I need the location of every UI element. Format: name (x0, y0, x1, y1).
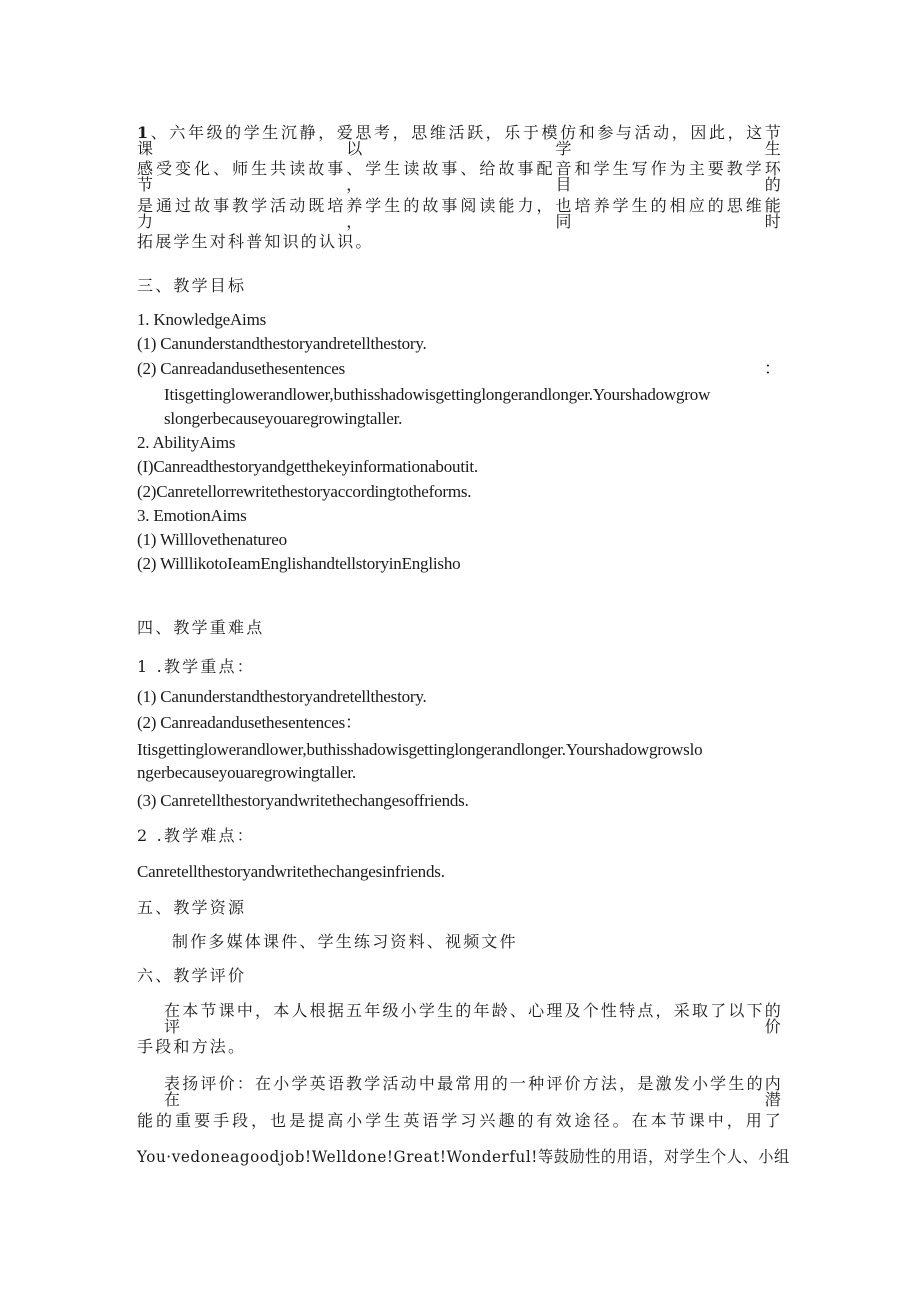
section6-para2-line1: 表扬评价：在小学英语教学活动中最常用的一种评价方法，是激发小学生的内在潜 (164, 1074, 783, 1109)
emotion-aims-heading: 3. EmotionAims (137, 506, 247, 525)
para1-number: 1 (137, 123, 151, 142)
ability-aims-heading: 2. AbilityAims (137, 433, 236, 452)
para1-line4: 拓展学生对科普知识的认识。 (137, 232, 374, 251)
section6-para1-line2: 手段和方法。 (137, 1037, 247, 1056)
section6-para2-line2: 能的重要手段，也是提高小学生英语学习兴趣的有效途径。在本节课中，用了 (137, 1111, 783, 1130)
para1-line1 (137, 125, 783, 157)
emotion-item-2: (2) WilllikotoIeamEnglishandtellstoryinEnglisho (137, 554, 461, 573)
knowledge-item-2: (2) Canreadandusethesentences (137, 359, 346, 378)
key-point-2-line3: ngerbecauseyouaregrowingtaller. (137, 763, 356, 782)
knowledge-item-2-line2: Itisgettinglowerandlower,buthisshadowisgettinglongerandlonger.Yourshadowgrow (164, 385, 711, 404)
key-point-1: (1) Canunderstandthestoryandretellthestory. (137, 687, 427, 706)
ability-item-1: (I)Canreadthestoryandgetthekeyinformationaboutit. (137, 457, 478, 476)
knowledge-item-2-line3: slongerbecauseyouaregrowingtaller. (164, 409, 403, 428)
section3-heading: 三、教学目标 (137, 276, 247, 295)
section6-para2-line3: You·vedoneagoodjob!Welldone!Great!Wonderful!等鼓励性的用语，对学生个人、小组 (137, 1147, 790, 1166)
para1-line2: 感受变化、师生共读故事、学生读故事、给故事配音和学生写作为主要教学环节，目的 (137, 159, 783, 194)
section5-text: 制作多媒体课件、学生练习资料、视频文件 (172, 932, 518, 951)
key-points-heading: 1 .教学重点： (137, 657, 255, 676)
knowledge-aims-heading: 1. KnowledgeAims (137, 310, 267, 329)
section6-para1-line1: 在本节课中，本人根据五年级小学生的年龄、心理及个性特点，采取了以下的评价 (164, 1001, 783, 1036)
key-point-2-line2: Itisgettinglowerandlower,buthisshadowisgettinglongerandlonger.Yourshadowgrowslo (137, 740, 703, 759)
difficult-points-heading: 2 .教学难点： (137, 826, 255, 845)
ability-item-2: (2)Canretellorrewritethestoryaccordingtotheforms. (137, 482, 472, 501)
para1-line3: 是通过故事教学活动既培养学生的故事阅读能力，也培养学生的相应的思维能力，同时 (137, 196, 783, 231)
key-point-3: (3) Canretellthestoryandwritethechangesoffriends. (137, 791, 469, 810)
key-point-2: (2) Canreadandusethesentences： (137, 713, 362, 732)
emotion-item-1: (1) Willlovethenatureo (137, 530, 287, 549)
section5-heading: 五、教学资源 (137, 898, 247, 917)
section6-heading: 六、教学评价 (137, 966, 247, 985)
section4-heading: 四、教学重难点 (137, 618, 265, 637)
knowledge-item-1: (1) Canunderstandthestoryandretellthestory. (137, 334, 427, 353)
para1-line1-text: 、六年级的学生沉静，爱思考，思维活跃，乐于模仿和参与活动，因此，这节课以学生 (137, 123, 783, 158)
difficult-point-text: Canretellthestoryandwritethechangesinfriends. (137, 862, 445, 881)
knowledge-item-2-colon: ： (764, 359, 781, 378)
